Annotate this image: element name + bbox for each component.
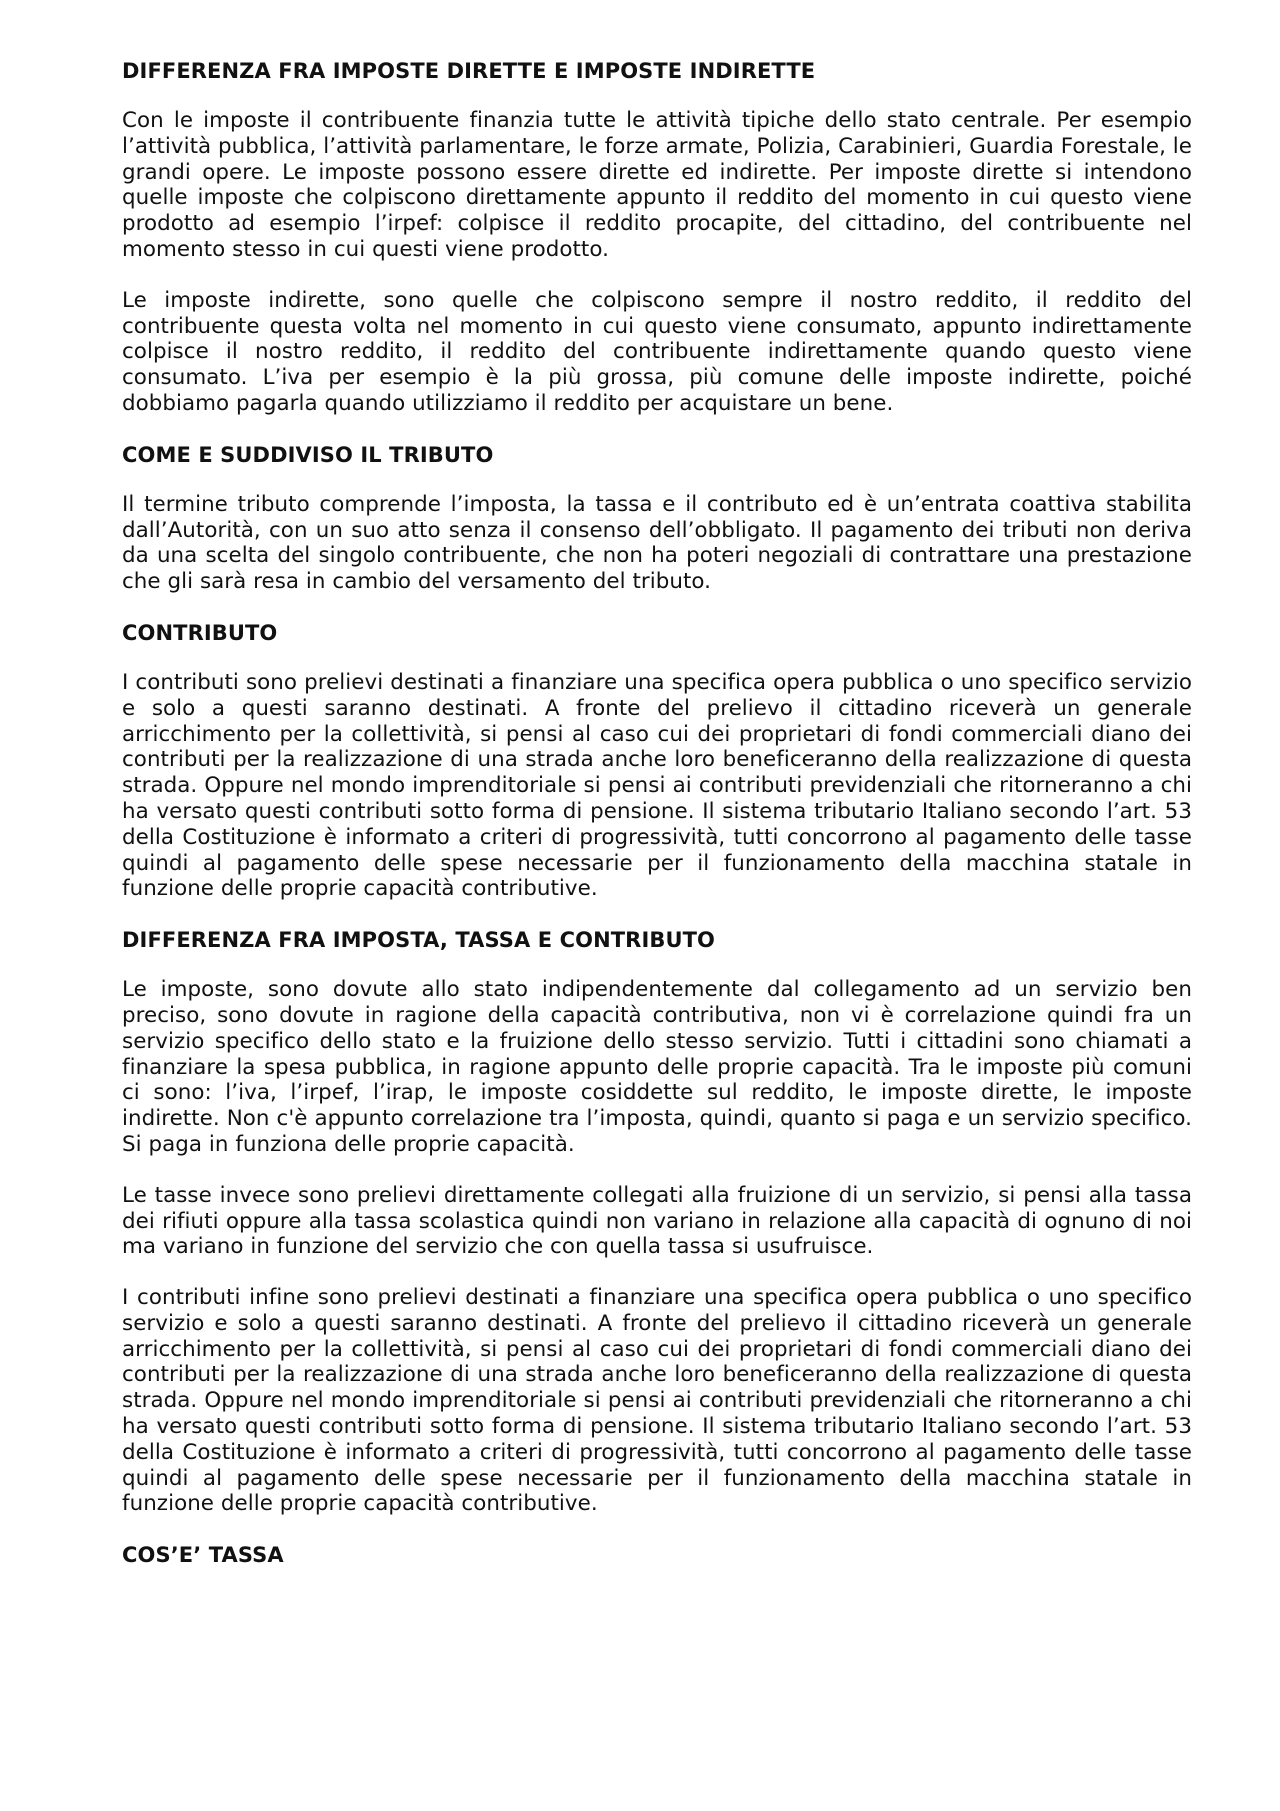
section-cos-e-tassa (122, 1542, 1192, 1568)
section-imposte-dirette-indirette (122, 58, 1192, 417)
paragraph: Il termine tributo comprende l’imposta, la tassa e il contributo ed è un’entrata coattiva stabilita dall’Autorità, con un suo atto senza il consenso dell’obbligato. Il pagamento dei tributi non deriva da una scelta del singolo contribuente, che non ha poteri negoziali di contrattare una prestazione che gli sarà resa in cambio del versamento del tributo. (122, 491, 1192, 595)
paragraph: Le imposte indirette, sono quelle che colpiscono sempre il nostro reddito, il reddito del contribuente questa volta nel momento in cui questo viene consumato, appunto indirettamente colpisce il nostro reddito, il reddito del contribuente indirettamente quando questo viene consumato. L’iva per esempio è la più grossa, più comune delle imposte indirette, poiché dobbiamo pagarla quando utilizziamo il reddito per acquistare un bene. (122, 287, 1192, 416)
section-heading: DIFFERENZA FRA IMPOSTA, TASSA E CONTRIBUTO (122, 928, 715, 953)
paragraph: Con le imposte il contribuente finanzia tutte le attività tipiche dello stato centrale. Per esempio l’attività pubblica, l’attività parlamentare, le forze armate, Polizia, Carabinieri, Guardia Forestale, le grandi opere. Le imposte possono essere dirette ed indirette. Per imposte dirette si intendono quelle imposte che colpiscono direttamente appunto il reddito del momento in cui questo viene prodotto ad esempio l’irpef: colpisce il reddito procapite, del cittadino, del contribuente nel momento stesso in cui questi viene prodotto. (122, 108, 1192, 262)
paragraph: Le tasse invece sono prelievi direttamente collegati alla fruizione di un servizio, si pensi alla tassa dei rifiuti oppure alla tassa scolastica quindi non variano in relazione alla capacità di ognuno di noi ma variano in funzione del servizio che con quella tassa si usufruisce. (122, 1182, 1192, 1260)
section-suddivisione-tributo (122, 442, 1192, 595)
section-heading: CONTRIBUTO (122, 620, 278, 645)
section-heading: COME E SUDDIVISO IL TRIBUTO (122, 442, 494, 467)
section-differenza-imposta-tassa-contributo (122, 927, 1192, 1517)
paragraph: I contributi sono prelievi destinati a finanziare una specifica opera pubblica o uno specifico servizio e solo a questi saranno destinati. A fronte del prelievo il cittadino riceverà un generale arricchimento per la collettività, si pensi al caso cui dei proprietari di fondi commerciali diano dei contributi per la realizzazione di una strada anche loro beneficeranno della realizzazione di questa strada. Oppure nel mondo imprenditoriale si pensi ai contributi previdenziali che ritorneranno a chi ha versato questi contributi sotto forma di pensione. Il sistema tributario Italiano secondo l’art. 53 della Costituzione è informato a criteri di progressività, tutti concorrono al pagamento delle tasse quindi al pagamento delle spese necessarie per il funzionamento della macchina statale in funzione delle proprie capacità contributive. (122, 669, 1192, 902)
section-heading: COS’E’ TASSA (122, 1543, 284, 1568)
document-page (122, 58, 1192, 1592)
paragraph: Le imposte, sono dovute allo stato indipendentemente dal collegamento ad un servizio ben preciso, sono dovute in ragione della capacità contributiva, non vi è correlazione quindi fra un servizio specifico dello stato e la fruizione dello stesso servizio. Tutti i cittadini sono chiamati a finanziare la spesa pubblica, in ragione appunto delle proprie capacità. Tra le imposte più comuni ci sono: l’iva, l’irpef, l’irap, le imposte cosiddette sul reddito, le imposte dirette, le imposte indirette. Non c'è appunto correlazione tra l’imposta, quindi, quanto si paga e un servizio specifico. Si paga in funziona delle proprie capacità. (122, 977, 1192, 1157)
section-heading: DIFFERENZA FRA IMPOSTE DIRETTE E IMPOSTE INDIRETTE (122, 59, 816, 83)
paragraph: I contributi infine sono prelievi destinati a finanziare una specifica opera pubblica o uno specifico servizio e solo a questi saranno destinati. A fronte del prelievo il cittadino riceverà un generale arricchimento per la collettività, si pensi al caso cui dei proprietari di fondi commerciali diano dei contributi per la realizzazione di una strada anche loro beneficeranno della realizzazione di questa strada. Oppure nel mondo imprenditoriale si pensi ai contributi previdenziali che ritorneranno a chi ha versato questi contributi sotto forma di pensione. Il sistema tributario Italiano secondo l’art. 53 della Costituzione è informato a criteri di progressività, tutti concorrono al pagamento delle tasse quindi al pagamento delle spese necessarie per il funzionamento della macchina statale in funzione delle proprie capacità contributive. (122, 1285, 1192, 1517)
section-contributo (122, 620, 1192, 902)
